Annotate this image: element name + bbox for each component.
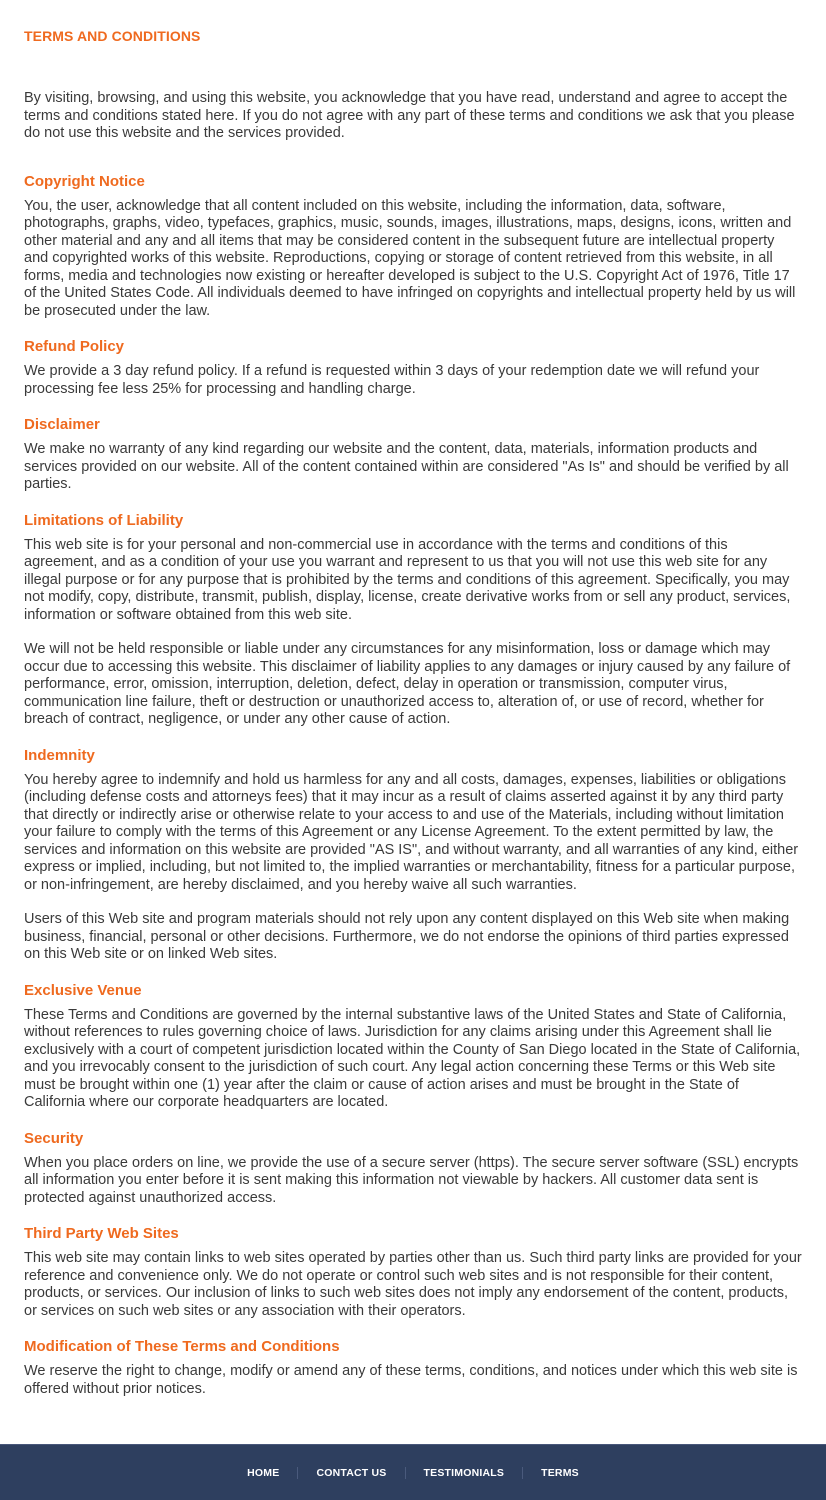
section-heading: Exclusive Venue bbox=[24, 981, 142, 999]
page-title: TERMS AND CONDITIONS bbox=[24, 28, 201, 44]
footer-nav bbox=[0, 1444, 826, 1500]
section-heading: Refund Policy bbox=[24, 338, 125, 355]
section-paragraph: This web site may contain links to web sites operated by parties other than us. Such third party links are provided for your reference and convenience only. We do not operate or control such web sites and is not responsible for their content, products, or services. Our inclusion of links to such web sites does not imply any endorsement of the content, products, or services on such web sites or any association with their operators. bbox=[24, 1250, 802, 1319]
intro-paragraph: By visiting, browsing, and using this website, you acknowledge that you have read, understand and agree to accept the terms and conditions stated here. If you do not agree with any part of these terms and conditions we ask that you please do not use this website and the services provided. bbox=[24, 90, 795, 141]
footer-link-testimonials[interactable]: TESTIMONIALS bbox=[405, 1467, 523, 1479]
section-heading: Indemnity bbox=[24, 746, 95, 764]
section-paragraph: We provide a 3 day refund policy. If a refund is requested within 3 days of your redemption date we will refund your processing fee less 25% for processing and handling charge. bbox=[24, 363, 760, 397]
footer-link-home[interactable]: HOME bbox=[247, 1466, 280, 1479]
section-disclaimer bbox=[24, 416, 802, 494]
footer-link-terms[interactable]: TERMS bbox=[522, 1467, 597, 1479]
section-heading: Security bbox=[24, 1129, 84, 1147]
section-paragraph: These Terms and Conditions are governed by the internal substantive laws of the United States and State of California, without references to rules governing choice of laws. Jurisdiction for any claims arising under this Agreement shall lie exclusively with a court of competent jurisdiction located within the County of San Diego located in the State of California, and you irrevocably consent to the jurisdiction of such court. Any legal action concerning these Terms or this Web site must be brought within one (1) year after the claim or cause of action arises and must be brought in the State of California where our corporate headquarters are located. bbox=[24, 1006, 801, 1110]
section-heading: Limitations of Liability bbox=[24, 511, 184, 529]
section-paragraph: You hereby agree to indemnify and hold us harmless for any and all costs, damages, expenses, liabilities or obligations (including defense costs and attorneys fees) that it may incur as a result of claims asserted against it by any third party that directly or indirectly arise or otherwise relate to your access to and use of the Materials, including without limitation your failure to comply with the terms of this Agreement or any License Agreement. To the extent permitted by law, the services and information on this website are provided "AS IS", and without warranty, and all warranties of any kind, either express or implied, including, but not limited to, the implied warranties or merchantability, fitness for a particular purpose, or non-infringement, are hereby disclaimed, and you hereby waive all such warranties. bbox=[24, 771, 799, 893]
section-paragraph: Users of this Web site and program materials should not rely upon any content displayed on this Web site when making business, financial, personal or other decisions. Furthermore, we do not endorse the opinions of third parties expressed on this Web site or on linked Web sites. bbox=[24, 911, 790, 962]
footer-link-contact-us[interactable]: CONTACT US bbox=[297, 1467, 404, 1479]
section-copyright bbox=[24, 173, 802, 321]
section-paragraph: We reserve the right to change, modify or amend any of these terms, conditions, and notices under which this web site is offered without prior notices. bbox=[24, 1363, 798, 1397]
section-liability bbox=[24, 512, 802, 729]
section-modification bbox=[24, 1338, 802, 1398]
section-paragraph: You, the user, acknowledge that all content included on this website, including the information, data, software, photographs, graphs, video, typefaces, graphics, music, sounds, images, illustrations, maps, designs, icons, written and other material and any and all items that may be considered content in the subsequent future are intellectual property and copyrighted works of this website. Reproductions, copying or storage of content retrieved from this website, in all forms, media and technologies now existing or hereafter developed is subject to the U.S. Copyright Act of 1976, Title 17 of the United States Code. All individuals deemed to have infringed on copyrights and intellectual property held by us will be prosecuted under the law. bbox=[24, 197, 796, 319]
section-heading: Disclaimer bbox=[24, 416, 100, 433]
section-indemnity bbox=[24, 747, 802, 964]
section-heading: Third Party Web Sites bbox=[24, 1225, 179, 1242]
section-security bbox=[24, 1130, 802, 1208]
section-paragraph: This web site is for your personal and non-commercial use in accordance with the terms and conditions of this agreement, and as a condition of your use you warrant and represent to us that you will not use this web site for any illegal purpose or for any purpose that is prohibited by the terms and conditions of this agreement. Specifically, you may not modify, copy, distribute, transmit, publish, display, license, create derivative works from or sell any product, services, information or software obtained from this web site. bbox=[24, 536, 791, 623]
section-heading: Modification of These Terms and Conditions bbox=[24, 1338, 340, 1355]
section-third-party bbox=[24, 1225, 802, 1320]
section-heading: Copyright Notice bbox=[24, 172, 145, 190]
section-paragraph: We will not be held responsible or liable under any circumstances for any misinformation, loss or damage which may occur due to accessing this website. This disclaimer of liability applies to any damages or injury caused by any failure of performance, error, omission, interruption, deletion, defect, delay in operation or transmission, computer virus, communication line failure, theft or destruction or unauthorized access to, alteration of, or use of record, whether for breach of contract, negligence, or under any other cause of action. bbox=[24, 641, 791, 727]
section-paragraph: We make no warranty of any kind regarding our website and the content, data, materials, information products and services provided on our website. All of the content contained within are considered "As Is" and should be verified by all parties. bbox=[24, 441, 789, 492]
section-paragraph: When you place orders on line, we provide the use of a secure server (https). The secure server software (SSL) encrypts all information you enter before it is sent making this information not viewable by hackers. All customer data sent is protected against unauthorized access. bbox=[24, 1154, 799, 1206]
section-venue bbox=[24, 982, 802, 1112]
section-refund bbox=[24, 338, 802, 398]
